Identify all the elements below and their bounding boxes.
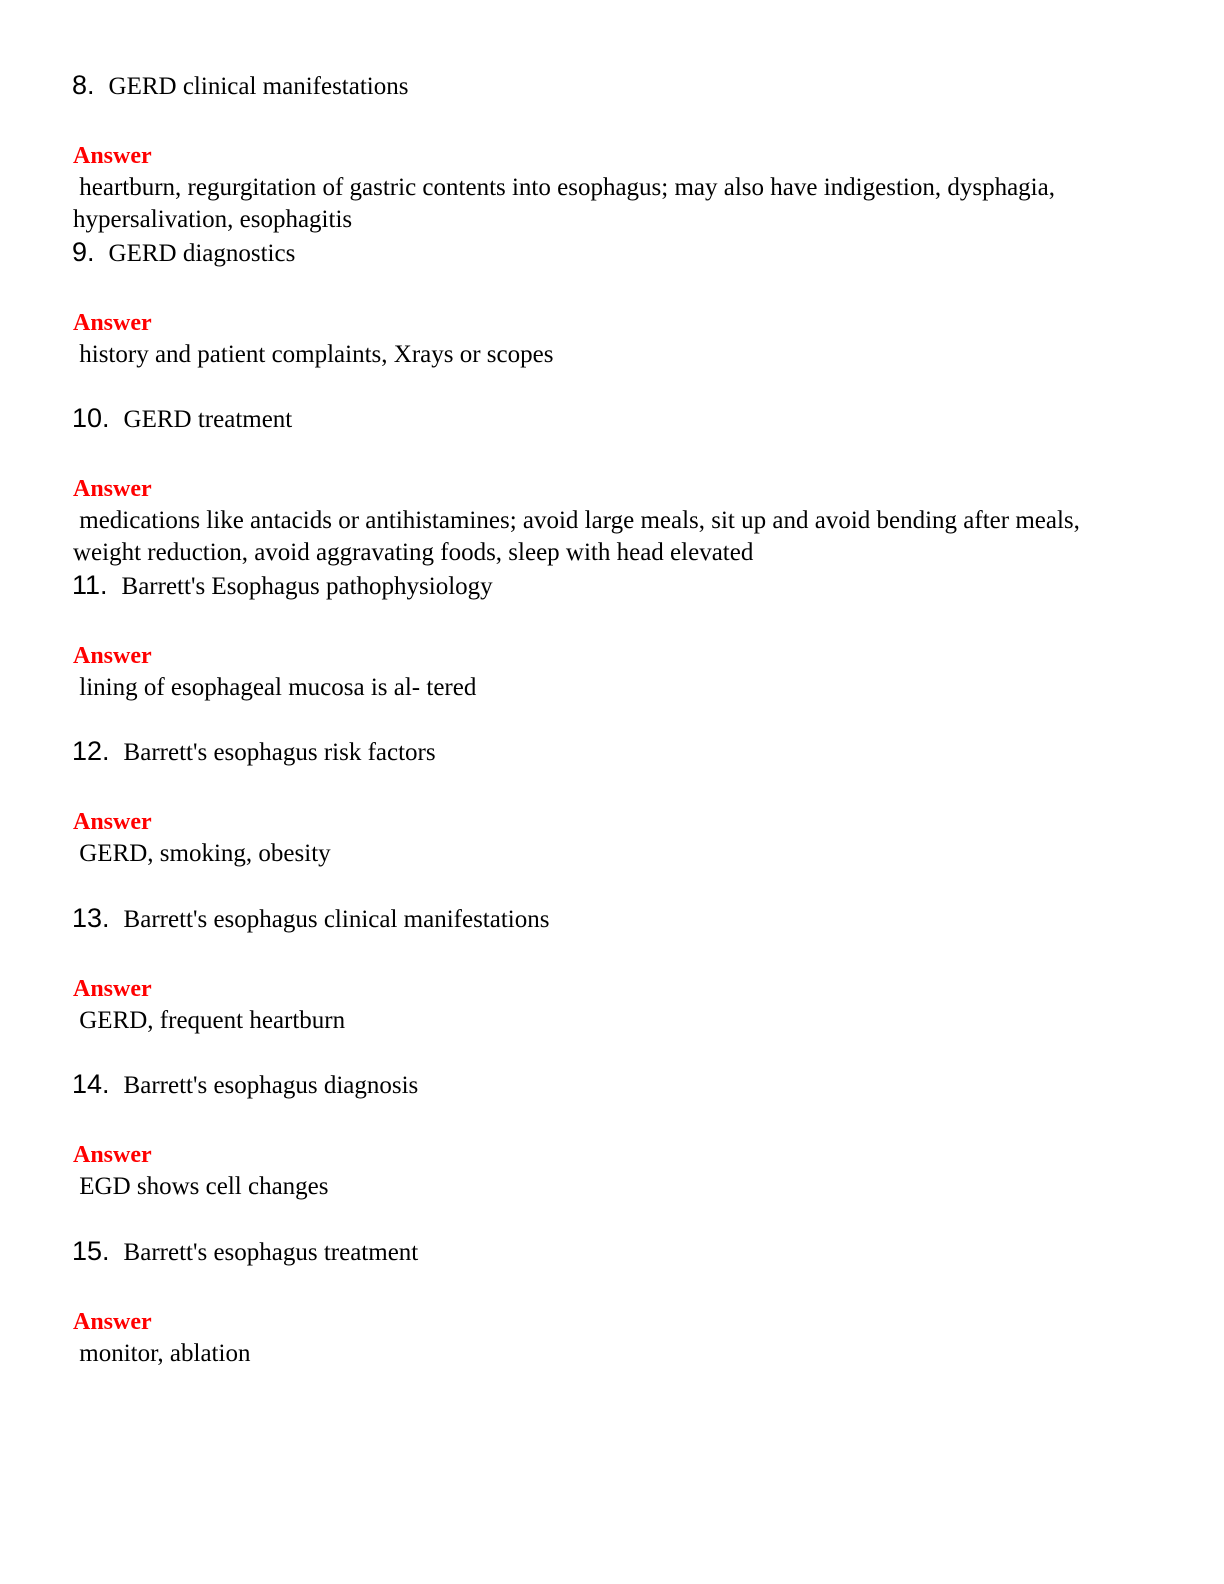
answer-label: Answer <box>73 975 152 1002</box>
question-text: Barrett's esophagus clinical manifestations <box>123 905 550 933</box>
qa-item <box>72 237 1152 404</box>
answer-text: GERD, frequent heartburn <box>73 1006 346 1034</box>
qa-item <box>72 70 1152 237</box>
answer-label: Answer <box>73 1142 152 1168</box>
answer-text: monitor, ablation <box>73 1339 251 1367</box>
question-number: 8. <box>72 70 95 100</box>
question-line <box>72 903 549 947</box>
question-text: GERD clinical manifestations <box>108 73 409 100</box>
answer-label: Answer <box>73 143 152 169</box>
question-text: Barrett's Esophagus pathophysiology <box>121 572 493 600</box>
answer-text: medications like antacids or antihistamines; avoid large meals, sit up and avoid bending after meals, weight reduction, avoid aggravating foods, sleep with head elevated <box>73 507 1087 566</box>
question-number: 12. <box>72 736 110 766</box>
question-line <box>72 70 408 114</box>
qa-item <box>72 736 1152 903</box>
answer-text: GERD, smoking, obesity <box>73 840 331 867</box>
question-number: 9. <box>72 236 95 267</box>
answer-label: Answer <box>73 476 152 502</box>
qa-item <box>72 903 1152 1070</box>
question-line <box>72 403 292 447</box>
answer-text: lining of esophageal mucosa is al- tered <box>73 673 477 701</box>
answer-label: Answer <box>73 809 152 835</box>
qa-item <box>72 570 1152 737</box>
qa-document <box>72 70 1152 1402</box>
question-text: GERD treatment <box>123 406 293 433</box>
question-line <box>72 1236 418 1280</box>
answer-label: Answer <box>73 309 152 336</box>
question-number: 15. <box>72 1235 110 1266</box>
question-number: 14. <box>72 1069 110 1099</box>
question-line <box>72 1069 418 1113</box>
answer-text: history and patient complaints, Xrays or scopes <box>73 340 554 368</box>
question-number: 10. <box>72 403 110 433</box>
question-text: Barrett's esophagus treatment <box>123 1238 419 1266</box>
question-line <box>72 570 493 614</box>
qa-item <box>72 1069 1152 1236</box>
answer-label: Answer <box>73 642 152 669</box>
question-line <box>72 736 436 780</box>
answer-label: Answer <box>73 1308 152 1335</box>
question-number: 11. <box>72 569 108 600</box>
answer-text: EGD shows cell changes <box>73 1173 329 1200</box>
qa-item <box>72 1236 1152 1403</box>
question-number: 13. <box>72 902 110 933</box>
question-text: Barrett's esophagus risk factors <box>123 739 436 766</box>
question-text: Barrett's esophagus diagnosis <box>123 1072 419 1099</box>
question-text: GERD diagnostics <box>108 239 296 267</box>
qa-item <box>72 403 1152 570</box>
answer-text: heartburn, regurgitation of gastric contents into esophagus; may also have indigestion, dysphagia, hypersalivation, esophagitis <box>73 174 1062 233</box>
question-line <box>72 237 295 281</box>
